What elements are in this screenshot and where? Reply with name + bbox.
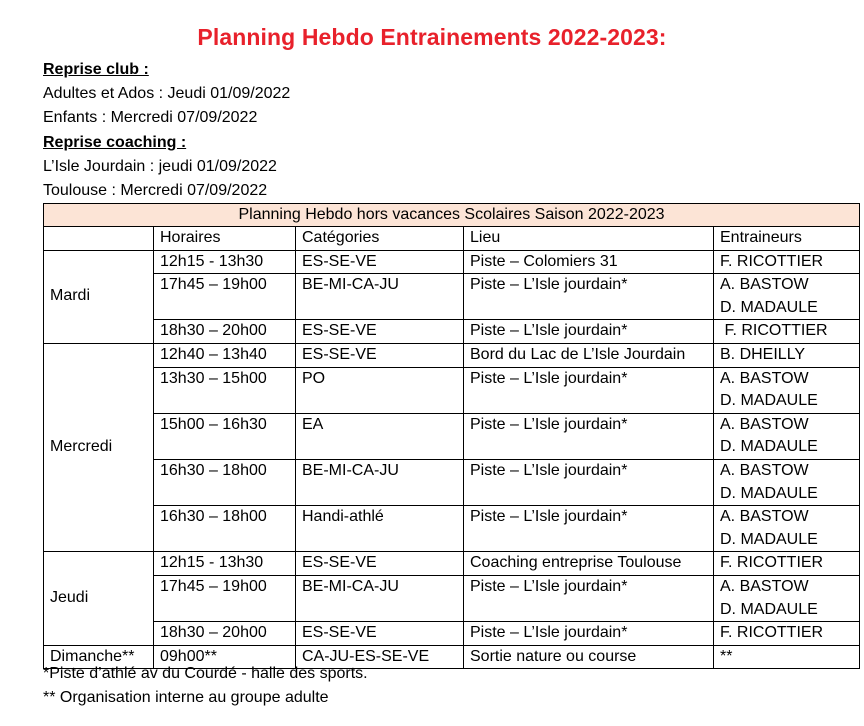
- time-cell: 17h45 – 19h00: [154, 575, 296, 621]
- coaches-cell: [714, 459, 860, 505]
- time-cell: 13h30 – 15h00: [154, 367, 296, 413]
- coach-name: A. BASTOW: [720, 369, 809, 387]
- time-cell: 18h30 – 20h00: [154, 622, 296, 646]
- coaches-cell: [714, 413, 860, 459]
- category-cell: BE-MI-CA-JU: [296, 274, 464, 320]
- category-cell: ES-SE-VE: [296, 320, 464, 344]
- category-cell: ES-SE-VE: [296, 622, 464, 646]
- time-cell: 12h40 – 13h40: [154, 343, 296, 367]
- place-cell: Sortie nature ou course: [464, 645, 714, 669]
- header-category: Catégories: [296, 227, 464, 251]
- place-cell: Piste – L’Isle jourdain*: [464, 575, 714, 621]
- place-cell: Piste – L’Isle jourdain*: [464, 320, 714, 344]
- coach-name: A. BASTOW: [720, 508, 809, 526]
- footnotes: [43, 662, 368, 711]
- page-title: Planning Hebdo Entrainements 2022-2023:: [197, 24, 667, 50]
- time-cell: 16h30 – 18h00: [154, 459, 296, 505]
- header-time: Horaires: [154, 227, 296, 251]
- coaches-cell: [714, 622, 860, 646]
- coach-name: D. MADAULE: [720, 530, 818, 548]
- time-cell: 18h30 – 20h00: [154, 320, 296, 344]
- coach-name: D. MADAULE: [720, 392, 818, 410]
- time-cell: 12h15 - 13h30: [154, 250, 296, 274]
- schedule-banner: Planning Hebdo hors vacances Scolaires Saison 2022-2023: [44, 204, 860, 227]
- reprise-coaching-toulouse: Toulouse : Mercredi 07/09/2022: [43, 181, 268, 199]
- day-cell: Dimanche**: [44, 645, 154, 669]
- place-cell: Coaching entreprise Toulouse: [464, 552, 714, 576]
- table-row: [44, 622, 860, 646]
- place-cell: Piste – L’Isle jourdain*: [464, 459, 714, 505]
- schedule-banner-row: [44, 204, 860, 227]
- category-cell: EA: [296, 413, 464, 459]
- time-cell: 12h15 - 13h30: [154, 552, 296, 576]
- time-cell: 09h00**: [154, 645, 296, 669]
- place-cell: Piste – L’Isle jourdain*: [464, 367, 714, 413]
- coach-name: F. RICOTTIER: [720, 252, 824, 270]
- coach-name: A. BASTOW: [720, 415, 809, 433]
- coaches-cell: [714, 506, 860, 552]
- coaches-cell: [714, 250, 860, 274]
- coach-name: A. BASTOW: [720, 577, 809, 595]
- category-cell: ES-SE-VE: [296, 250, 464, 274]
- category-cell: CA-JU-ES-SE-VE: [296, 645, 464, 669]
- header-place: Lieu: [464, 227, 714, 251]
- table-row: [44, 250, 860, 274]
- reprise-club-adults: Adultes et Ados : Jeudi 01/09/2022: [43, 85, 291, 103]
- coach-name: A. BASTOW: [720, 461, 809, 479]
- coach-name: A. BASTOW: [720, 276, 809, 294]
- category-cell: BE-MI-CA-JU: [296, 575, 464, 621]
- category-cell: PO: [296, 367, 464, 413]
- place-cell: Piste – L’Isle jourdain*: [464, 622, 714, 646]
- table-row: [44, 552, 860, 576]
- category-cell: ES-SE-VE: [296, 343, 464, 367]
- reprise-coaching-isle-jourdain: L’Isle Jourdain : jeudi 01/09/2022: [43, 157, 277, 175]
- table-row: [44, 459, 860, 505]
- footnote-track: *Piste d’athlé av du Courdé - halle des sports.: [43, 665, 368, 682]
- coach-name: D. MADAULE: [720, 600, 818, 618]
- table-row: [44, 274, 860, 320]
- coaches-cell: [714, 274, 860, 320]
- place-cell: Piste – L’Isle jourdain*: [464, 413, 714, 459]
- place-cell: Bord du Lac de L’Isle Jourdain: [464, 343, 714, 367]
- time-cell: 16h30 – 18h00: [154, 506, 296, 552]
- time-cell: 15h00 – 16h30: [154, 413, 296, 459]
- coach-name: B. DHEILLY: [720, 345, 806, 363]
- footnote-adult-group: ** Organisation interne au groupe adulte: [43, 689, 329, 707]
- coaches-cell: [714, 320, 860, 344]
- time-cell: 17h45 – 19h00: [154, 274, 296, 320]
- table-row: [44, 575, 860, 621]
- table-row: [44, 506, 860, 552]
- coach-name: D. MADAULE: [720, 298, 818, 316]
- reprise-coaching-heading: Reprise coaching :: [43, 133, 187, 151]
- category-cell: BE-MI-CA-JU: [296, 459, 464, 505]
- category-cell: ES-SE-VE: [296, 552, 464, 576]
- coach-name: D. MADAULE: [720, 484, 818, 502]
- coaches-cell: [714, 343, 860, 367]
- day-cell: Mardi: [44, 250, 154, 343]
- schedule-header-row: [44, 227, 860, 251]
- coach-name: D. MADAULE: [720, 438, 818, 456]
- coaches-cell: [714, 552, 860, 576]
- header-coaches: Entraineurs: [714, 227, 860, 251]
- coaches-cell: [714, 575, 860, 621]
- header-day: [44, 227, 154, 251]
- coaches-cell: [714, 367, 860, 413]
- coach-name: F. RICOTTIER: [720, 322, 828, 340]
- place-cell: Piste – L’Isle jourdain*: [464, 506, 714, 552]
- table-row: [44, 320, 860, 344]
- reprise-club-heading: Reprise club :: [43, 61, 149, 78]
- schedule-table: [43, 203, 860, 669]
- coaches-cell: [714, 645, 860, 669]
- day-cell: Mercredi: [44, 343, 154, 551]
- day-cell: Jeudi: [44, 552, 154, 645]
- coach-name: **: [720, 647, 733, 665]
- table-row: [44, 413, 860, 459]
- place-cell: Piste – Colomiers 31: [464, 250, 714, 274]
- category-cell: Handi-athlé: [296, 506, 464, 552]
- coach-name: F. RICOTTIER: [720, 624, 824, 642]
- place-cell: Piste – L’Isle jourdain*: [464, 274, 714, 320]
- table-row: [44, 343, 860, 367]
- table-row: [44, 367, 860, 413]
- reprise-club-children: Enfants : Mercredi 07/09/2022: [43, 109, 258, 127]
- reprise-info: [43, 58, 290, 203]
- coach-name: F. RICOTTIER: [720, 554, 824, 572]
